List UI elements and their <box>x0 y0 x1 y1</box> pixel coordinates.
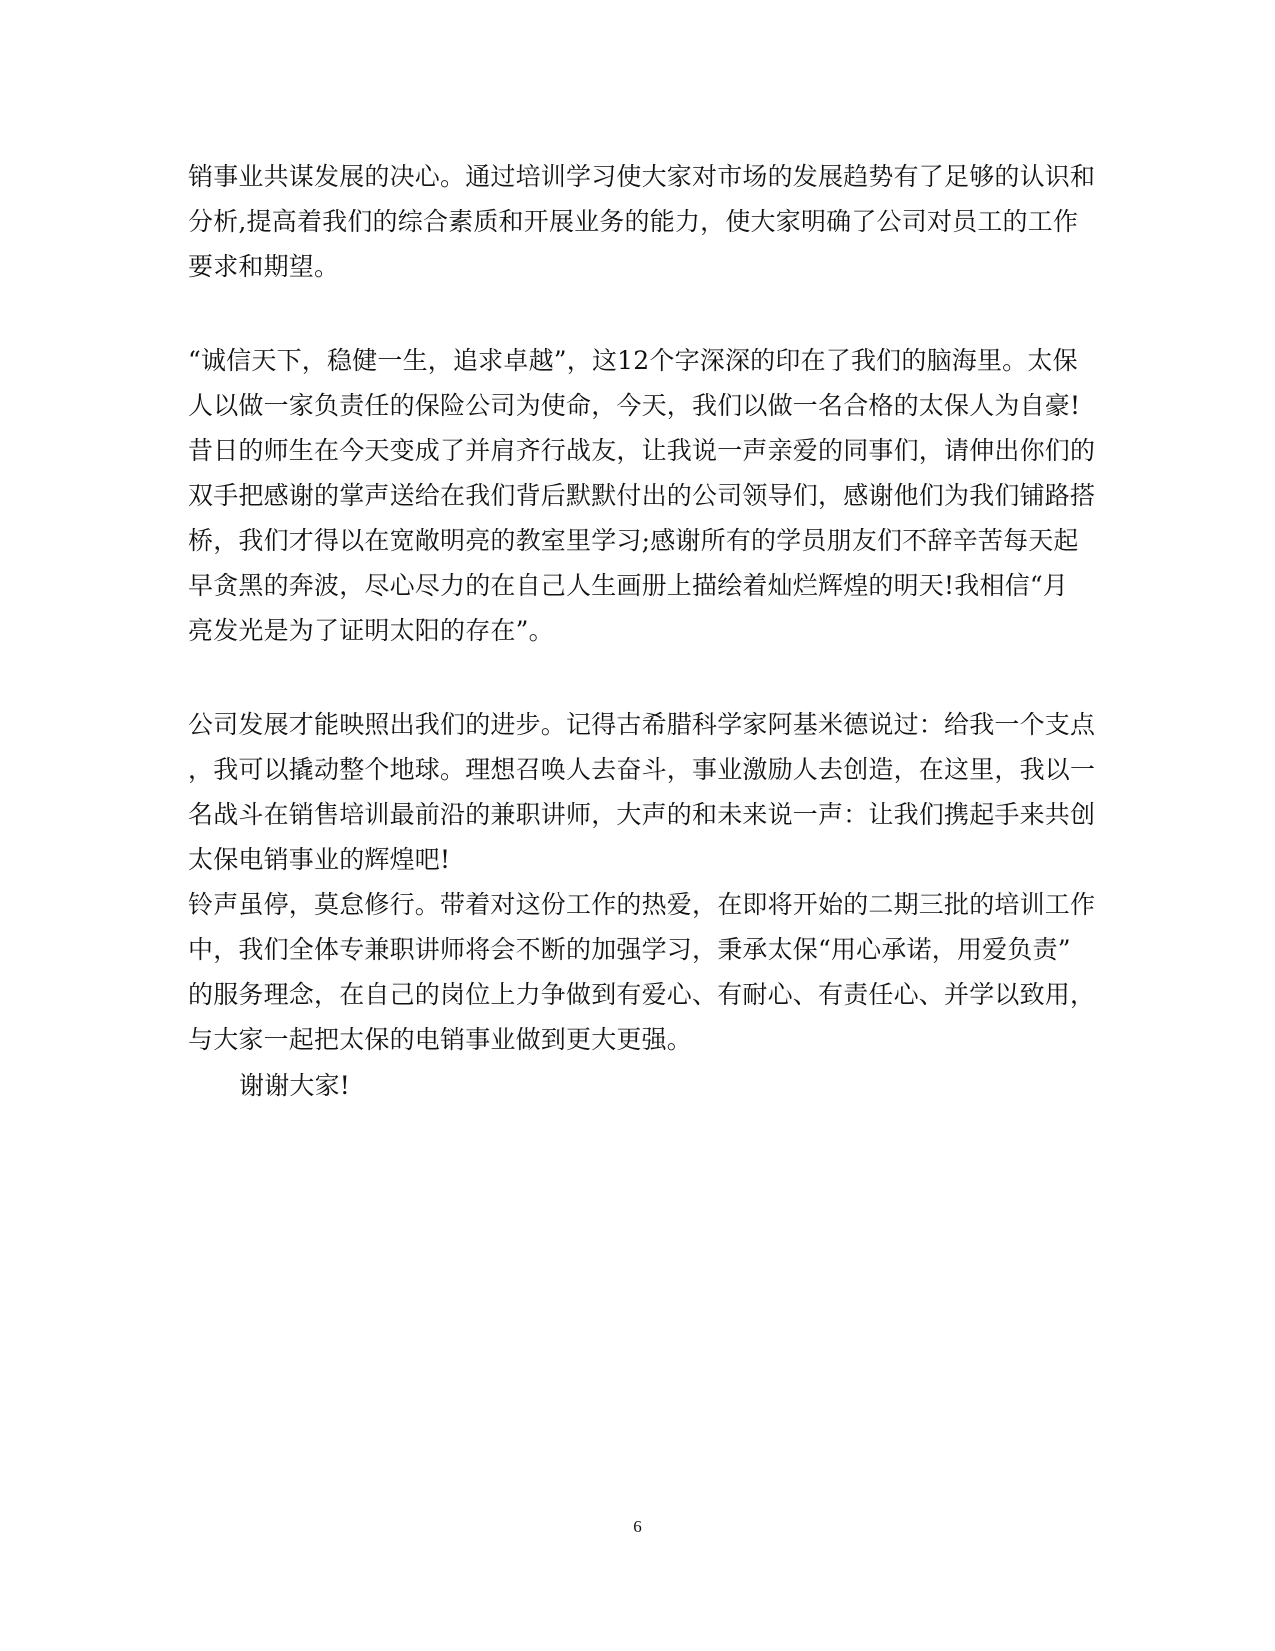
paragraph-line: 桥，我们才得以在宽敞明亮的教室里学习;感谢所有的学员朋友们不辞辛苦每天起 <box>188 526 1079 555</box>
paragraph-line: 早贪黑的奔波，尽心尽力的在自己人生画册上描绘着灿烂辉煌的明天!我相信“月 <box>188 571 1069 600</box>
paragraph-line: 名战斗在销售培训最前沿的兼职讲师，大声的和未来说一声：让我们携起手来共创 <box>188 800 1096 829</box>
paragraph-line: 双手把感谢的掌声送给在我们背后默默付出的公司领导们，感谢他们为我们铺路搭 <box>188 481 1096 510</box>
page-number: 6 <box>633 1517 642 1536</box>
paragraph-line: 铃声虽停，莫怠修行。带着对这份工作的热爱，在即将开始的二期三批的培训工作 <box>188 890 1096 919</box>
paragraph-line: 昔日的师生在今天变成了并肩齐行战友，让我说一声亲爱的同事们，请伸出你们的 <box>188 436 1096 465</box>
paragraph-line: 中，我们全体专兼职讲师将会不断的加强学习，秉承太保“用心承诺，用爱负责” <box>188 935 1071 964</box>
paragraph-line: 公司发展才能映照出我们的进步。记得古希腊科学家阿基米德说过：给我一个支点 <box>188 710 1096 739</box>
paragraph-line: 分析,提高着我们的综合素质和开展业务的能力，使大家明确了公司对员工的工作 <box>188 207 1079 236</box>
paragraph-line: 与大家一起把太保的电销事业做到更大更强。 <box>188 1025 693 1054</box>
paragraph-line: 销事业共谋发展的决心。通过培训学习使大家对市场的发展趋势有了足够的认识和 <box>188 162 1096 191</box>
paragraph-line: 太保电销事业的辉煌吧! <box>188 845 451 874</box>
paragraph-line: 亮发光是为了证明太阳的存在”。 <box>188 616 554 645</box>
paragraph-line: 人以做一家负责任的保险公司为使命，今天，我们以做一名合格的太保人为自豪! <box>188 391 1081 420</box>
paragraph-line: 要求和期望。 <box>188 252 340 281</box>
paragraph-line: 的服务理念，在自己的岗位上力争做到有爱心、有耐心、有责任心、并学以致用， <box>188 980 1096 1009</box>
paragraph-line: ，我可以撬动整个地球。理想召唤人去奋斗，事业激励人去创造，在这里，我以一 <box>188 755 1096 784</box>
closing-line: 谢谢大家! <box>239 1071 351 1100</box>
paragraph-line: “诚信天下，稳健一生，追求卓越”，这12个字深深的印在了我们的脑海里。太保 <box>188 346 1078 375</box>
